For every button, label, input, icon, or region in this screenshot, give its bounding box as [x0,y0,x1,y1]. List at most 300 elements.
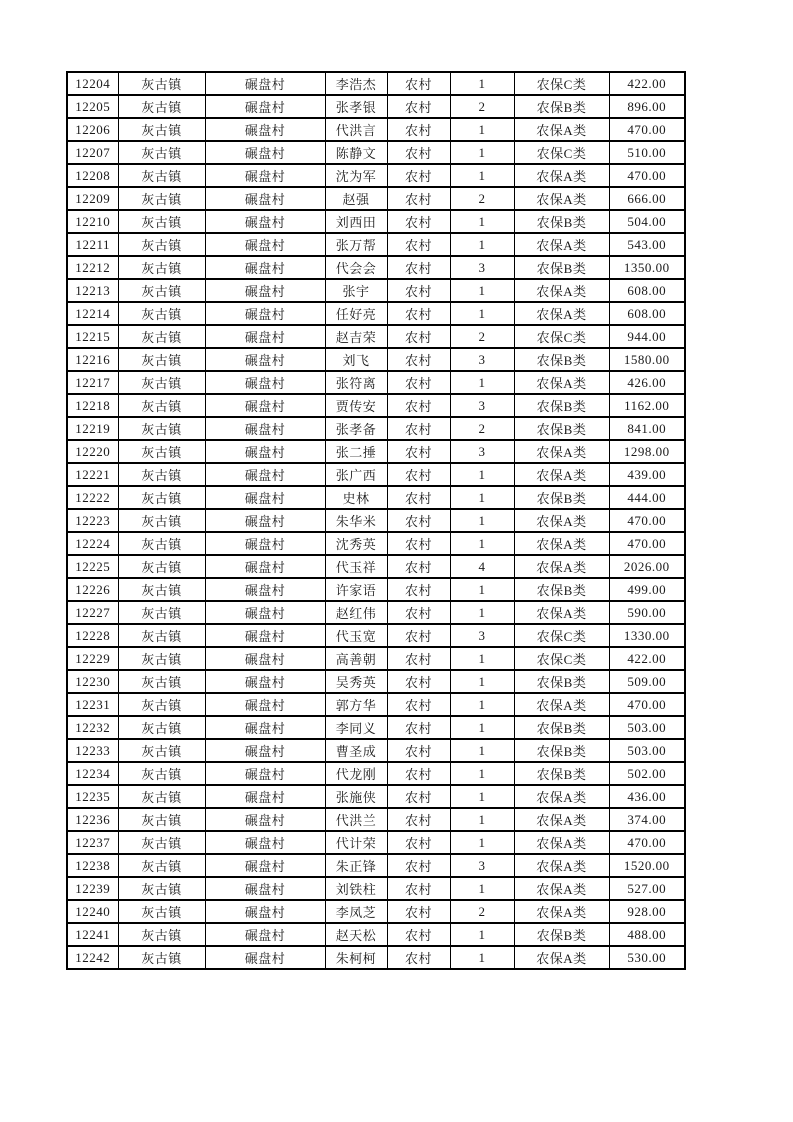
cell-insurance-category: 农保B类 [514,394,609,417]
table-body [67,72,685,969]
cell-residence-type: 农村 [387,302,450,325]
cell-record-id: 12233 [67,739,118,762]
cell-insurance-category: 农保A类 [514,532,609,555]
table-row [67,417,685,440]
cell-insurance-category: 农保B类 [514,256,609,279]
cell-amount: 436.00 [609,785,685,808]
cell-village: 碾盘村 [205,831,325,854]
cell-person-count: 3 [450,394,514,417]
cell-insurance-category: 农保A类 [514,463,609,486]
cell-town: 灰古镇 [118,739,205,762]
cell-town: 灰古镇 [118,371,205,394]
cell-town: 灰古镇 [118,256,205,279]
table-row [67,900,685,923]
cell-insurance-category: 农保A类 [514,555,609,578]
cell-amount: 509.00 [609,670,685,693]
cell-village: 碾盘村 [205,440,325,463]
cell-town: 灰古镇 [118,624,205,647]
cell-record-id: 12206 [67,118,118,141]
cell-village: 碾盘村 [205,141,325,164]
cell-insurance-category: 农保C类 [514,141,609,164]
table-row [67,923,685,946]
cell-record-id: 12204 [67,72,118,95]
cell-record-id: 12216 [67,348,118,371]
cell-insurance-category: 农保B类 [514,486,609,509]
cell-person-name: 赵天松 [325,923,387,946]
cell-insurance-category: 农保C类 [514,624,609,647]
cell-record-id: 12226 [67,578,118,601]
cell-town: 灰古镇 [118,486,205,509]
cell-person-name: 刘飞 [325,348,387,371]
cell-record-id: 12212 [67,256,118,279]
cell-town: 灰古镇 [118,302,205,325]
cell-record-id: 12223 [67,509,118,532]
cell-person-name: 沈为军 [325,164,387,187]
cell-person-count: 2 [450,417,514,440]
cell-person-count: 1 [450,739,514,762]
cell-residence-type: 农村 [387,739,450,762]
cell-amount: 608.00 [609,279,685,302]
cell-amount: 439.00 [609,463,685,486]
cell-town: 灰古镇 [118,164,205,187]
cell-insurance-category: 农保A类 [514,118,609,141]
cell-person-name: 张符离 [325,371,387,394]
cell-town: 灰古镇 [118,72,205,95]
cell-residence-type: 农村 [387,394,450,417]
table-row [67,509,685,532]
cell-insurance-category: 农保A类 [514,233,609,256]
table-row [67,601,685,624]
cell-person-count: 3 [450,624,514,647]
cell-insurance-category: 农保A类 [514,900,609,923]
cell-record-id: 12219 [67,417,118,440]
cell-residence-type: 农村 [387,486,450,509]
cell-person-name: 朱华米 [325,509,387,532]
cell-person-count: 1 [450,371,514,394]
cell-person-name: 张广西 [325,463,387,486]
cell-record-id: 12232 [67,716,118,739]
cell-residence-type: 农村 [387,256,450,279]
cell-person-name: 贾传安 [325,394,387,417]
cell-amount: 444.00 [609,486,685,509]
table-row [67,141,685,164]
cell-record-id: 12239 [67,877,118,900]
cell-amount: 499.00 [609,578,685,601]
cell-residence-type: 农村 [387,946,450,969]
cell-person-count: 1 [450,233,514,256]
cell-insurance-category: 农保B类 [514,95,609,118]
cell-residence-type: 农村 [387,440,450,463]
cell-village: 碾盘村 [205,624,325,647]
table-row [67,302,685,325]
cell-village: 碾盘村 [205,348,325,371]
cell-amount: 928.00 [609,900,685,923]
cell-person-name: 代洪兰 [325,808,387,831]
cell-amount: 527.00 [609,877,685,900]
cell-person-count: 1 [450,463,514,486]
cell-person-count: 1 [450,785,514,808]
cell-person-name: 沈秀英 [325,532,387,555]
cell-person-name: 许家语 [325,578,387,601]
cell-record-id: 12224 [67,532,118,555]
cell-village: 碾盘村 [205,210,325,233]
cell-town: 灰古镇 [118,187,205,210]
cell-amount: 470.00 [609,164,685,187]
cell-village: 碾盘村 [205,118,325,141]
cell-record-id: 12235 [67,785,118,808]
table-row [67,762,685,785]
cell-person-count: 1 [450,716,514,739]
cell-person-name: 史林 [325,486,387,509]
cell-insurance-category: 农保C类 [514,325,609,348]
cell-person-count: 1 [450,164,514,187]
cell-residence-type: 农村 [387,693,450,716]
cell-person-name: 陈静文 [325,141,387,164]
cell-residence-type: 农村 [387,187,450,210]
table-row [67,486,685,509]
cell-amount: 422.00 [609,647,685,670]
cell-residence-type: 农村 [387,647,450,670]
cell-residence-type: 农村 [387,624,450,647]
cell-person-name: 代玉祥 [325,555,387,578]
cell-village: 碾盘村 [205,371,325,394]
table-row [67,693,685,716]
cell-village: 碾盘村 [205,463,325,486]
cell-amount: 1580.00 [609,348,685,371]
table-row [67,785,685,808]
cell-amount: 530.00 [609,946,685,969]
cell-person-name: 刘西田 [325,210,387,233]
cell-residence-type: 农村 [387,532,450,555]
cell-town: 灰古镇 [118,118,205,141]
cell-residence-type: 农村 [387,900,450,923]
cell-person-count: 1 [450,647,514,670]
cell-insurance-category: 农保B类 [514,578,609,601]
cell-person-name: 张孝备 [325,417,387,440]
cell-person-count: 1 [450,923,514,946]
cell-town: 灰古镇 [118,946,205,969]
cell-amount: 1162.00 [609,394,685,417]
cell-person-name: 张施侠 [325,785,387,808]
cell-residence-type: 农村 [387,762,450,785]
cell-town: 灰古镇 [118,233,205,256]
table-row [67,279,685,302]
cell-person-count: 1 [450,141,514,164]
cell-person-name: 刘铁柱 [325,877,387,900]
cell-person-name: 李凤芝 [325,900,387,923]
cell-person-count: 1 [450,578,514,601]
cell-village: 碾盘村 [205,187,325,210]
cell-person-count: 1 [450,509,514,532]
table-row [67,371,685,394]
cell-person-count: 1 [450,302,514,325]
cell-insurance-category: 农保A类 [514,164,609,187]
cell-town: 灰古镇 [118,325,205,348]
cell-town: 灰古镇 [118,854,205,877]
cell-person-name: 曹圣成 [325,739,387,762]
cell-town: 灰古镇 [118,900,205,923]
cell-residence-type: 农村 [387,555,450,578]
cell-residence-type: 农村 [387,831,450,854]
table-row [67,463,685,486]
cell-village: 碾盘村 [205,877,325,900]
cell-village: 碾盘村 [205,785,325,808]
cell-record-id: 12238 [67,854,118,877]
cell-person-name: 代计荣 [325,831,387,854]
cell-residence-type: 农村 [387,141,450,164]
cell-amount: 470.00 [609,509,685,532]
cell-amount: 944.00 [609,325,685,348]
cell-person-count: 1 [450,831,514,854]
cell-amount: 470.00 [609,532,685,555]
cell-insurance-category: 农保B类 [514,417,609,440]
cell-person-count: 1 [450,279,514,302]
cell-town: 灰古镇 [118,210,205,233]
table-row [67,233,685,256]
cell-residence-type: 农村 [387,716,450,739]
cell-person-count: 1 [450,670,514,693]
cell-person-count: 4 [450,555,514,578]
cell-record-id: 12237 [67,831,118,854]
cell-record-id: 12217 [67,371,118,394]
cell-amount: 2026.00 [609,555,685,578]
cell-residence-type: 农村 [387,210,450,233]
cell-person-name: 代会会 [325,256,387,279]
cell-village: 碾盘村 [205,279,325,302]
cell-record-id: 12236 [67,808,118,831]
cell-village: 碾盘村 [205,670,325,693]
cell-town: 灰古镇 [118,279,205,302]
cell-record-id: 12231 [67,693,118,716]
cell-record-id: 12227 [67,601,118,624]
cell-village: 碾盘村 [205,486,325,509]
cell-person-count: 3 [450,348,514,371]
cell-residence-type: 农村 [387,785,450,808]
cell-person-count: 1 [450,210,514,233]
cell-person-name: 张二捶 [325,440,387,463]
cell-person-count: 3 [450,854,514,877]
table-row [67,72,685,95]
table-row [67,739,685,762]
cell-record-id: 12242 [67,946,118,969]
cell-insurance-category: 农保B类 [514,210,609,233]
cell-insurance-category: 农保A类 [514,877,609,900]
cell-person-name: 赵红伟 [325,601,387,624]
cell-record-id: 12218 [67,394,118,417]
cell-town: 灰古镇 [118,877,205,900]
cell-person-count: 1 [450,601,514,624]
cell-village: 碾盘村 [205,95,325,118]
cell-person-count: 1 [450,877,514,900]
cell-record-id: 12205 [67,95,118,118]
cell-amount: 502.00 [609,762,685,785]
cell-town: 灰古镇 [118,762,205,785]
cell-town: 灰古镇 [118,670,205,693]
cell-insurance-category: 农保A类 [514,440,609,463]
cell-town: 灰古镇 [118,348,205,371]
table-row [67,946,685,969]
cell-town: 灰古镇 [118,417,205,440]
cell-person-count: 3 [450,440,514,463]
cell-village: 碾盘村 [205,532,325,555]
cell-insurance-category: 农保A类 [514,831,609,854]
cell-person-count: 1 [450,486,514,509]
cell-town: 灰古镇 [118,141,205,164]
cell-amount: 374.00 [609,808,685,831]
cell-person-count: 2 [450,95,514,118]
cell-person-count: 2 [450,187,514,210]
cell-record-id: 12228 [67,624,118,647]
cell-person-count: 2 [450,900,514,923]
cell-amount: 503.00 [609,716,685,739]
table-row [67,256,685,279]
table-row [67,831,685,854]
cell-person-name: 郭方华 [325,693,387,716]
cell-residence-type: 农村 [387,164,450,187]
cell-amount: 543.00 [609,233,685,256]
cell-insurance-category: 农保B类 [514,348,609,371]
cell-amount: 1520.00 [609,854,685,877]
cell-town: 灰古镇 [118,785,205,808]
table-row [67,210,685,233]
cell-town: 灰古镇 [118,831,205,854]
cell-residence-type: 农村 [387,808,450,831]
cell-residence-type: 农村 [387,371,450,394]
cell-record-id: 12225 [67,555,118,578]
cell-town: 灰古镇 [118,532,205,555]
cell-record-id: 12211 [67,233,118,256]
cell-residence-type: 农村 [387,95,450,118]
cell-village: 碾盘村 [205,716,325,739]
cell-insurance-category: 农保B类 [514,716,609,739]
cell-residence-type: 农村 [387,923,450,946]
table-row [67,555,685,578]
cell-insurance-category: 农保A类 [514,601,609,624]
cell-village: 碾盘村 [205,256,325,279]
cell-amount: 503.00 [609,739,685,762]
table-row [67,624,685,647]
cell-residence-type: 农村 [387,670,450,693]
cell-town: 灰古镇 [118,95,205,118]
cell-person-name: 李同义 [325,716,387,739]
table-row [67,716,685,739]
cell-amount: 470.00 [609,831,685,854]
cell-village: 碾盘村 [205,72,325,95]
cell-town: 灰古镇 [118,601,205,624]
cell-insurance-category: 农保A类 [514,279,609,302]
cell-amount: 666.00 [609,187,685,210]
cell-person-name: 赵强 [325,187,387,210]
cell-town: 灰古镇 [118,509,205,532]
table-row [67,877,685,900]
cell-record-id: 12229 [67,647,118,670]
cell-person-name: 李浩杰 [325,72,387,95]
cell-amount: 608.00 [609,302,685,325]
cell-town: 灰古镇 [118,808,205,831]
cell-person-count: 1 [450,532,514,555]
cell-village: 碾盘村 [205,302,325,325]
cell-village: 碾盘村 [205,739,325,762]
cell-amount: 510.00 [609,141,685,164]
cell-village: 碾盘村 [205,509,325,532]
table-row [67,808,685,831]
cell-person-count: 1 [450,946,514,969]
cell-village: 碾盘村 [205,164,325,187]
cell-person-count: 1 [450,118,514,141]
cell-village: 碾盘村 [205,233,325,256]
cell-person-name: 代龙刚 [325,762,387,785]
cell-amount: 896.00 [609,95,685,118]
cell-person-count: 1 [450,693,514,716]
cell-village: 碾盘村 [205,693,325,716]
cell-record-id: 12210 [67,210,118,233]
cell-amount: 470.00 [609,693,685,716]
table-row [67,440,685,463]
cell-insurance-category: 农保A类 [514,693,609,716]
cell-insurance-category: 农保B类 [514,923,609,946]
cell-amount: 488.00 [609,923,685,946]
cell-residence-type: 农村 [387,854,450,877]
cell-town: 灰古镇 [118,647,205,670]
cell-person-name: 吴秀英 [325,670,387,693]
cell-amount: 422.00 [609,72,685,95]
cell-record-id: 12207 [67,141,118,164]
cell-insurance-category: 农保C类 [514,647,609,670]
cell-town: 灰古镇 [118,555,205,578]
cell-town: 灰古镇 [118,440,205,463]
cell-residence-type: 农村 [387,877,450,900]
cell-record-id: 12222 [67,486,118,509]
cell-record-id: 12241 [67,923,118,946]
cell-insurance-category: 农保A类 [514,302,609,325]
cell-insurance-category: 农保A类 [514,808,609,831]
cell-town: 灰古镇 [118,693,205,716]
cell-amount: 426.00 [609,371,685,394]
cell-insurance-category: 农保B类 [514,739,609,762]
cell-record-id: 12240 [67,900,118,923]
cell-person-name: 张万帮 [325,233,387,256]
cell-town: 灰古镇 [118,394,205,417]
table-row [67,95,685,118]
cell-village: 碾盘村 [205,647,325,670]
cell-person-name: 任好亮 [325,302,387,325]
cell-village: 碾盘村 [205,762,325,785]
table-row [67,118,685,141]
cell-village: 碾盘村 [205,555,325,578]
cell-residence-type: 农村 [387,601,450,624]
table-row [67,187,685,210]
cell-record-id: 12209 [67,187,118,210]
cell-person-name: 朱正锋 [325,854,387,877]
cell-person-count: 1 [450,72,514,95]
insurance-records-table [66,71,686,970]
table-row [67,854,685,877]
cell-residence-type: 农村 [387,279,450,302]
cell-village: 碾盘村 [205,923,325,946]
cell-amount: 841.00 [609,417,685,440]
cell-amount: 590.00 [609,601,685,624]
cell-town: 灰古镇 [118,463,205,486]
cell-residence-type: 农村 [387,118,450,141]
cell-amount: 470.00 [609,118,685,141]
cell-person-count: 2 [450,325,514,348]
cell-amount: 1350.00 [609,256,685,279]
cell-record-id: 12234 [67,762,118,785]
cell-record-id: 12221 [67,463,118,486]
cell-insurance-category: 农保A类 [514,371,609,394]
cell-residence-type: 农村 [387,348,450,371]
cell-person-name: 张孝银 [325,95,387,118]
